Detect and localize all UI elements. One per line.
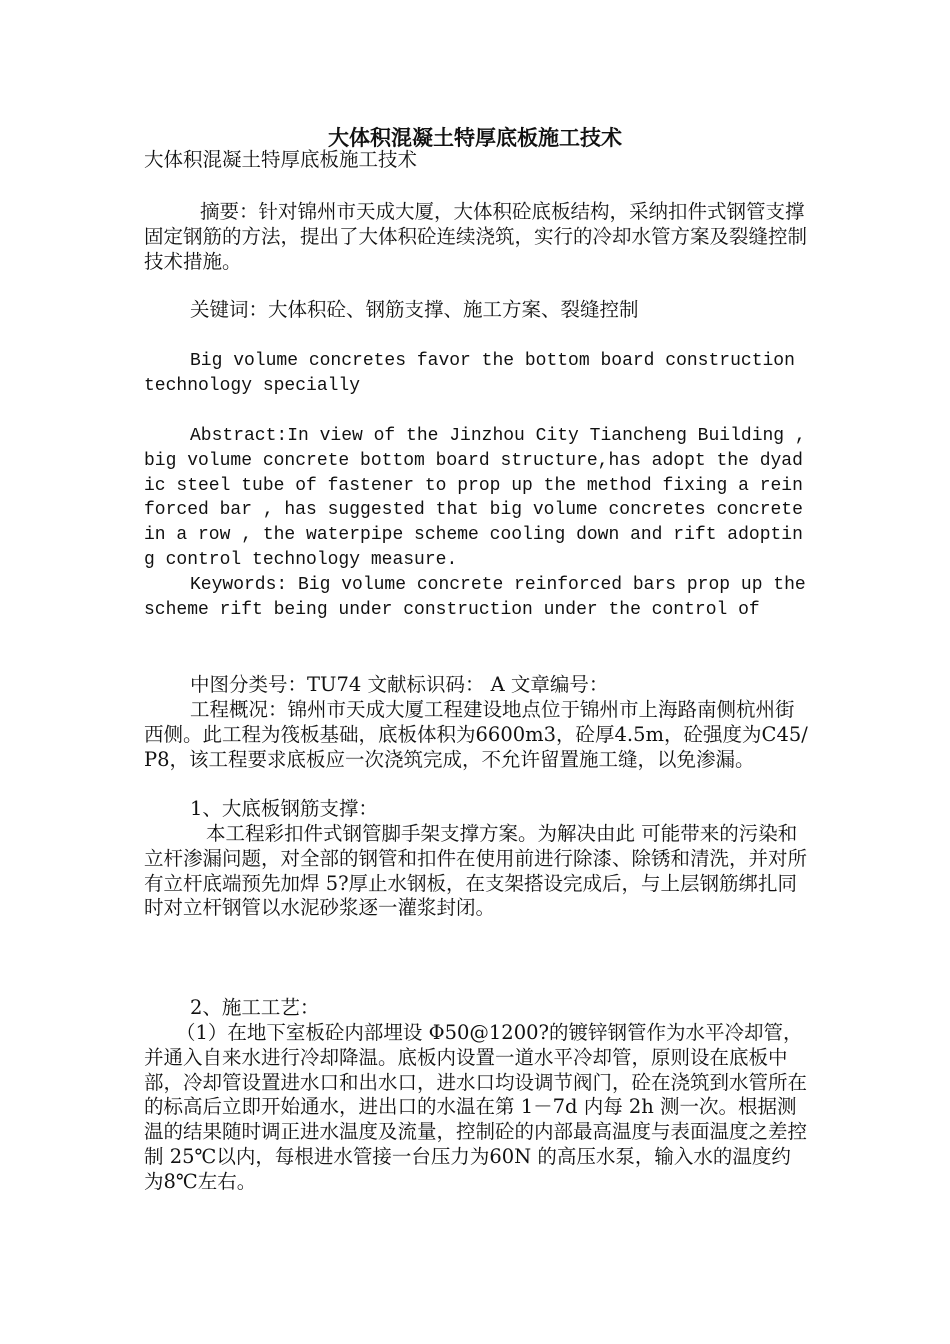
title-en: Big volume concretes favor the bottom board construction technology specially: [144, 351, 806, 396]
section-2-body: （1）在地下室板砼内部埋设 Φ50@1200?的镀锌钢管作为水平冷却管，并通入自来水进行冷却降温。底板内设置一道水平冷却管，原则设在底板中部，冷却管设置进水口和出水口，进水口均设调节阀门，砼在浇筑到水管所在的标高后立即开始通水，进出口的水温在第 1－7d 内每 2h 测一次。根据测温的结果随时调正进水温度及流量，控制砼的内部最高温度与表面温度之差控制 25℃以内，每根进水管接一台压力为60N 的高压水泵，输入水的温度约为8℃左右。: [144, 1021, 808, 1193]
abstract-cn: 摘要：针对锦州市天成大厦，大体积砼底板结构，采纳扣件式钢管支撑固定钢筋的方法，提出了大体积砼连续浇筑，实行的冷却水管方案及裂缝控制技术措施。: [144, 200, 808, 273]
keywords-cn: 关键词：大体积砼、钢筋支撑、施工方案、裂缝控制: [190, 298, 639, 321]
project-overview: 工程概况：锦州市天成大厦工程建设地点位于锦州市上海路南侧杭州街西侧。此工程为筏板基础，底板体积为6600m3，砼厚4.5m，砼强度为C45/P8，该工程要求底板应一次浇筑完成，不允许留置施工缝，以免渗漏。: [144, 698, 808, 771]
document-subtitle: 大体积混凝土特厚底板施工技术: [144, 148, 418, 171]
section-1-body: 本工程彩扣件式钢管脚手架支撑方案。为解决由此 可能带来的污染和立杆渗漏问题，对全部的钢管和扣件在使用前进行除漆、除锈和清洗，并对所有立杆底端预先加焊 5?厚止水钢板，在支架搭设完成后，与上层钢筋绑扎同时对立杆钢管以水泥砂浆逐一灌浆封闭。: [144, 822, 808, 920]
classification-line: 中图分类号：TU74 文献标识码： A 文章编号：: [190, 673, 609, 696]
section-2-heading: 2、施工工艺：: [190, 996, 320, 1019]
abstract-en: Abstract:In view of the Jinzhou City Tiancheng Building , big volume concrete bottom board structure,has adopt the dyadic steel tube of fastener to prop up the method fixing a reinforced bar , has suggested that big volume concretes concrete in a row , the waterpipe scheme cooling down and rift adopting control technology measure.: [144, 426, 817, 570]
section-1-heading: 1、大底板钢筋支撑：: [190, 797, 378, 820]
keywords-en: Keywords: Big volume concrete reinforced bars prop up the scheme rift being under construction under the control of: [144, 575, 817, 620]
document-title: 大体积混凝土特厚底板施工技术: [328, 125, 622, 150]
